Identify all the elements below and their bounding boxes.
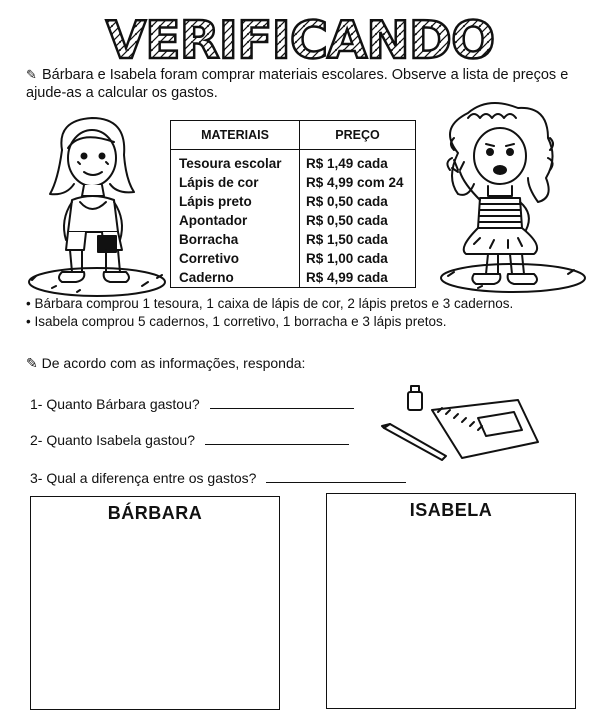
table-row-price: R$ 1,49 cada	[306, 156, 388, 171]
table-row-price: R$ 1,50 cada	[306, 232, 388, 247]
table-row-price: R$ 4,99 com 24	[306, 175, 404, 190]
worksheet-title	[105, 4, 495, 71]
instruction-line: ✎ De acordo com as informações, responda:	[26, 355, 306, 371]
materials-column	[171, 150, 300, 288]
prices-column	[300, 150, 416, 288]
table-row-item: Borracha	[179, 232, 239, 247]
svg-text:VERIFICANDO: VERIFICANDO	[105, 11, 495, 71]
question-1: 1- Quanto Bárbara gastou?	[30, 396, 354, 412]
notebook-illustration	[382, 384, 542, 464]
table-row-item: Lápis de cor	[179, 175, 259, 190]
answer-line-2[interactable]	[205, 432, 349, 445]
list-item: • Bárbara comprou 1 tesoura, 1 caixa de lápis de cor, 2 lápis pretos e 3 cadernos.	[26, 296, 514, 311]
table-row-item: Lápis preto	[179, 194, 252, 209]
pencil-icon: ✎	[26, 67, 37, 82]
table-row-price: R$ 4,99 cada	[306, 270, 388, 285]
table-row-item: Tesoura escolar	[179, 156, 282, 171]
table-row-price: R$ 0,50 cada	[306, 194, 388, 209]
intro-paragraph	[26, 66, 586, 102]
question-2: 2- Quanto Isabela gastou?	[30, 432, 349, 448]
pencil-icon: ✎	[26, 355, 42, 371]
barbara-work-box[interactable]	[30, 496, 280, 710]
price-table	[170, 120, 416, 288]
isabela-box-title: ISABELA	[409, 500, 493, 520]
column-header-materiais: MATERIAIS	[171, 121, 300, 150]
list-item: • Isabela comprou 5 cadernos, 1 corretivo, 1 borracha e 3 lápis pretos.	[26, 314, 447, 329]
isabela-illustration	[418, 98, 588, 298]
table-row-item: Caderno	[179, 270, 234, 285]
price-table-header	[171, 121, 416, 150]
answer-line-1[interactable]	[210, 396, 354, 409]
table-row-item: Corretivo	[179, 251, 240, 266]
isabela-work-box[interactable]	[326, 493, 576, 709]
table-row-item: Apontador	[179, 213, 248, 228]
table-row-price: R$ 1,00 cada	[306, 251, 388, 266]
intro-text: Bárbara e Isabela foram comprar materiais escolares. Observe a lista de preços e ajude-as a calcular os gastos.	[26, 67, 569, 101]
barbara-box-title: BÁRBARA	[107, 503, 203, 523]
table-row-price: R$ 0,50 cada	[306, 213, 388, 228]
price-table-body	[171, 150, 416, 288]
question-3: 3- Qual a diferença entre os gastos?	[30, 470, 406, 486]
answer-line-3[interactable]	[266, 470, 406, 483]
purchases-list	[26, 295, 596, 331]
column-header-preco: PREÇO	[300, 121, 416, 150]
barbara-illustration	[22, 110, 172, 302]
